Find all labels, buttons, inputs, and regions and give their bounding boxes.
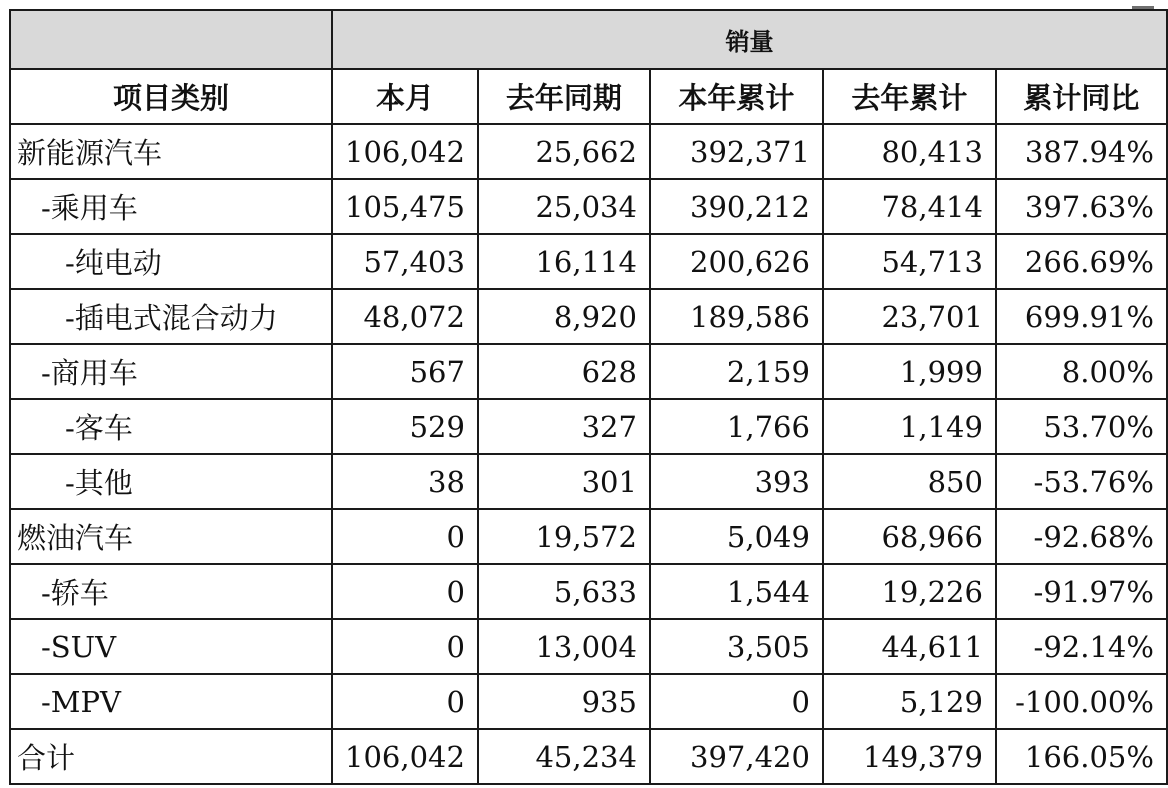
- table-row: [10, 289, 1167, 344]
- value-cell: 390,212: [650, 179, 823, 234]
- value-cell: 935: [478, 674, 650, 729]
- value-cell: 1,544: [650, 564, 823, 619]
- value-cell: -100.00%: [996, 674, 1167, 729]
- value-cell: 53.70%: [996, 399, 1167, 454]
- value-cell: 105,475: [332, 179, 478, 234]
- column-header-row: [10, 69, 1167, 124]
- table-row: [10, 234, 1167, 289]
- value-cell: 200,626: [650, 234, 823, 289]
- table-row: [10, 509, 1167, 564]
- value-cell: 8.00%: [996, 344, 1167, 399]
- value-cell: 19,226: [823, 564, 996, 619]
- value-cell: 628: [478, 344, 650, 399]
- value-cell: 397.63%: [996, 179, 1167, 234]
- value-cell: 0: [650, 674, 823, 729]
- col-header-category: 项目类别: [10, 69, 332, 124]
- row-label-cell: 新能源汽车: [10, 124, 332, 179]
- value-cell: 699.91%: [996, 289, 1167, 344]
- value-cell: -92.14%: [996, 619, 1167, 674]
- table-row: [10, 399, 1167, 454]
- row-label-cell: 合计: [10, 729, 332, 784]
- value-cell: -53.76%: [996, 454, 1167, 509]
- col-header-last-year-ytd: 去年累计: [823, 69, 996, 124]
- table-row: [10, 454, 1167, 509]
- value-cell: 78,414: [823, 179, 996, 234]
- corner-empty-cell: [10, 10, 332, 69]
- group-header-row: [10, 10, 1167, 69]
- table-row: [10, 674, 1167, 729]
- table-row: [10, 179, 1167, 234]
- value-cell: 38: [332, 454, 478, 509]
- value-cell: 16,114: [478, 234, 650, 289]
- value-cell: -92.68%: [996, 509, 1167, 564]
- value-cell: 13,004: [478, 619, 650, 674]
- value-cell: 106,042: [332, 729, 478, 784]
- row-label-cell: 燃油汽车: [10, 509, 332, 564]
- value-cell: 23,701: [823, 289, 996, 344]
- row-label-cell: -插电式混合动力: [10, 289, 332, 344]
- value-cell: 392,371: [650, 124, 823, 179]
- value-cell: 54,713: [823, 234, 996, 289]
- table-row: [10, 619, 1167, 674]
- value-cell: 301: [478, 454, 650, 509]
- value-cell: 1,766: [650, 399, 823, 454]
- value-cell: 80,413: [823, 124, 996, 179]
- value-cell: -91.97%: [996, 564, 1167, 619]
- row-label-cell: -SUV: [10, 619, 332, 674]
- value-cell: 5,049: [650, 509, 823, 564]
- value-cell: 5,633: [478, 564, 650, 619]
- value-cell: 189,586: [650, 289, 823, 344]
- value-cell: 0: [332, 564, 478, 619]
- value-cell: 397,420: [650, 729, 823, 784]
- value-cell: 5,129: [823, 674, 996, 729]
- value-cell: 567: [332, 344, 478, 399]
- row-label-cell: -商用车: [10, 344, 332, 399]
- row-label-cell: -轿车: [10, 564, 332, 619]
- table-row: [10, 564, 1167, 619]
- value-cell: 25,034: [478, 179, 650, 234]
- value-cell: 106,042: [332, 124, 478, 179]
- row-label-cell: -MPV: [10, 674, 332, 729]
- value-cell: 266.69%: [996, 234, 1167, 289]
- value-cell: 25,662: [478, 124, 650, 179]
- value-cell: 0: [332, 509, 478, 564]
- value-cell: 0: [332, 619, 478, 674]
- value-cell: 57,403: [332, 234, 478, 289]
- value-cell: 19,572: [478, 509, 650, 564]
- value-cell: 45,234: [478, 729, 650, 784]
- value-cell: 327: [478, 399, 650, 454]
- value-cell: 387.94%: [996, 124, 1167, 179]
- row-label-cell: -客车: [10, 399, 332, 454]
- value-cell: 68,966: [823, 509, 996, 564]
- value-cell: 8,920: [478, 289, 650, 344]
- value-cell: 1,999: [823, 344, 996, 399]
- value-cell: 48,072: [332, 289, 478, 344]
- col-header-ytd: 本年累计: [650, 69, 823, 124]
- value-cell: 166.05%: [996, 729, 1167, 784]
- value-cell: 850: [823, 454, 996, 509]
- col-header-ytd-yoy: 累计同比: [996, 69, 1167, 124]
- col-header-this-month: 本月: [332, 69, 478, 124]
- value-cell: 2,159: [650, 344, 823, 399]
- table-row: [10, 124, 1167, 179]
- value-cell: 44,611: [823, 619, 996, 674]
- sales-table: [9, 9, 1168, 785]
- row-label-cell: -乘用车: [10, 179, 332, 234]
- table-row: [10, 729, 1167, 784]
- value-cell: 1,149: [823, 399, 996, 454]
- value-cell: 529: [332, 399, 478, 454]
- value-cell: 149,379: [823, 729, 996, 784]
- value-cell: 3,505: [650, 619, 823, 674]
- value-cell: 0: [332, 674, 478, 729]
- row-label-cell: -纯电动: [10, 234, 332, 289]
- value-cell: 393: [650, 454, 823, 509]
- row-label-cell: -其他: [10, 454, 332, 509]
- col-header-last-year-same-period: 去年同期: [478, 69, 650, 124]
- table-row: [10, 344, 1167, 399]
- group-header-sales: 销量: [332, 10, 1167, 69]
